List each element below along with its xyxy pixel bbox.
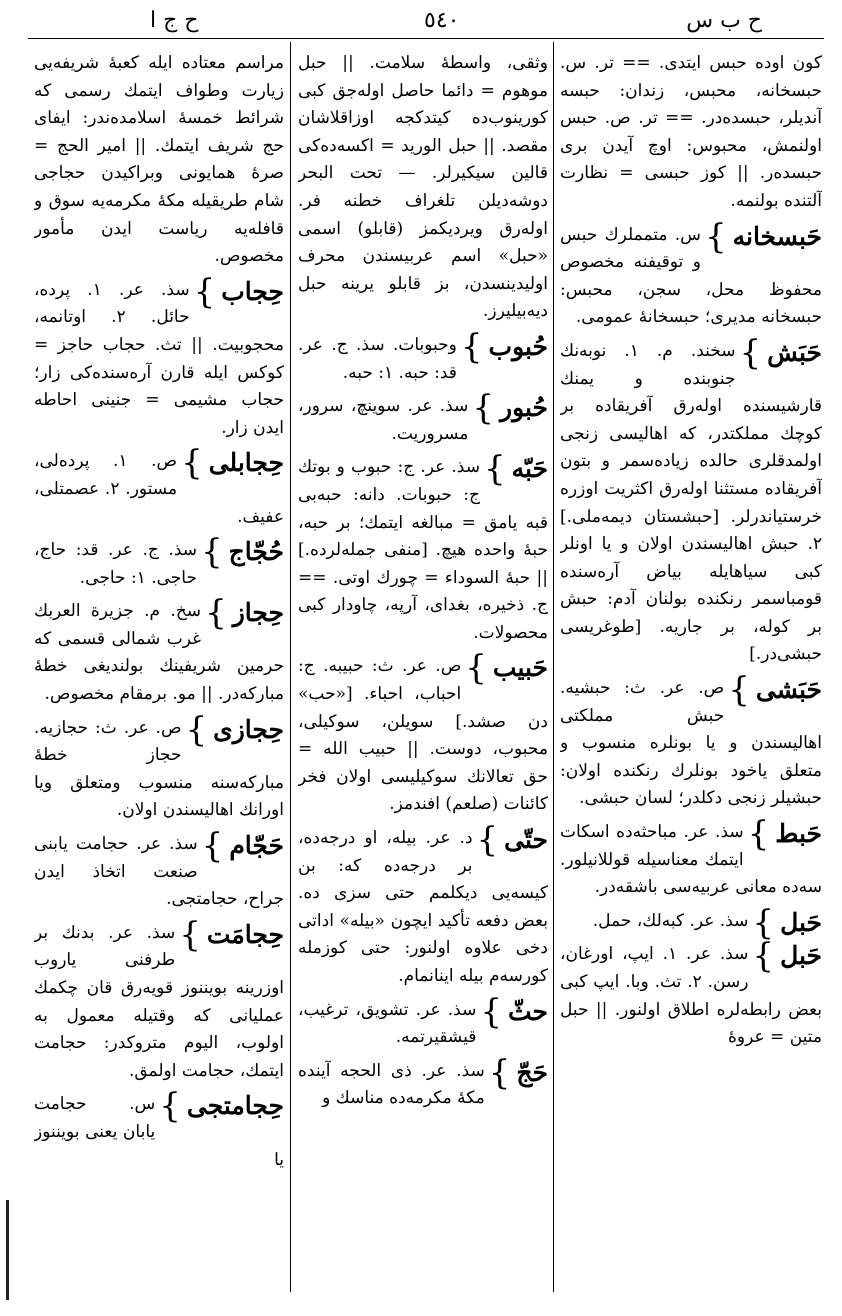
- entry-definition: وحبوبات. سذ. ج. عر. قد: حبه. ١: حبه.: [298, 334, 457, 383]
- entry-headword: حِجابلى: [208, 448, 284, 478]
- entry-definition: سذ. عر. ذى الحجه آينده مكهٔ مكرمه‌ده مناسك و: [298, 1060, 485, 1109]
- entry-definition: سذ. عر. ج: حبوب و بوتك ج: حبوبات. دانه: حبه‌بى قبه يامق = مبالغه ايتمك؛ بر حبه، حبهٔ واحده هيچ. [منفى جمله‌لرده.] || حبهٔ السوداء = چورك اوتى. == ج. ذخيره، بغداى، آرپه، چاودار كبى محصولات.: [298, 457, 548, 643]
- dictionary-entry: [298, 648, 548, 819]
- entry-definition: س. متمملرك حبس و توقيفنه مخصوص محفوظ محل، سجن، محبس: حبسخانه مديرى؛ حبسخانهٔ عمومى.: [560, 224, 822, 328]
- entry-headword: حِجاب: [221, 276, 284, 306]
- dictionary-entry: [298, 388, 548, 448]
- page-number: ٥٤٠: [424, 8, 460, 33]
- brace-mark: }: [752, 936, 775, 977]
- entry-headword: حِجامَت: [206, 919, 284, 949]
- dictionary-entry: [298, 991, 548, 1052]
- column-middle: [298, 50, 548, 1290]
- entry-headword: حَبيب: [492, 653, 548, 683]
- brace-mark: }: [159, 1086, 181, 1127]
- entry-headword: حِجامتجى: [186, 1091, 284, 1121]
- entry-definition: ص. ١. پرده‌لى، مستور. ٢. عصمتلى، عفيف.: [34, 451, 284, 527]
- entry-definition: سذ. عر. بدنك بر طرفنى ياروب اوزرينه بويننوز قويه‌رق قان چكمك عمليانى كه وقتيله معمول به اولوب، اليوم متروكدر: حجامت ايتمك، حجامت اولمق.: [34, 922, 284, 1081]
- entry-headword: حثّ: [507, 996, 548, 1026]
- brace-mark: }: [476, 820, 499, 861]
- entry-definition: سذ. عر. مباحثه‌ده اسكات ايتمك معناسيله قوللانيلور. سه‌ده معانى عربيه‌سى باشقه‌در.: [560, 822, 822, 898]
- dictionary-entry: [34, 826, 284, 914]
- entry-headword: حَبل: [780, 907, 822, 937]
- dictionary-entry: [34, 914, 284, 1086]
- brace-mark: }: [704, 216, 727, 257]
- dictionary-entry: [298, 326, 548, 387]
- entry-definition: سذ. عر. سوينچ، سرور، مسروريت.: [298, 396, 469, 444]
- brace-mark: }: [739, 332, 762, 373]
- entry-headword: حُبور: [500, 393, 548, 423]
- header-left-guide-word: ح ج ا: [150, 8, 199, 33]
- brace-mark: }: [747, 814, 770, 855]
- brace-mark: }: [460, 326, 483, 367]
- entry-definition: سذ. عر. حجامت يابنى صنعت اتخاذ ايدن جراح، حجامتجى.: [34, 834, 284, 910]
- entry-definition: كون اوده حبس ايتدى. == تر. س. حبسخانه، محبس، زندان: حبسه آنديلر، حبسده‌در. == تر. ص. حبس اولنمش، محبوس: اوچ آيدن برى حبسده‌ر. || كوز حبسى = نظارت آلتنده بولنمه.: [560, 53, 822, 211]
- dictionary-entry: [34, 443, 284, 531]
- dictionary-entry: [298, 820, 548, 991]
- page-edge-mark: [6, 1200, 9, 1300]
- column-divider: [290, 42, 291, 1292]
- column-divider: [553, 42, 554, 1292]
- entry-headword: حَبط: [775, 819, 822, 849]
- brace-mark: }: [201, 532, 223, 573]
- entry-headword: حَبسخانه: [732, 221, 822, 251]
- brace-mark: }: [205, 593, 227, 634]
- entry-definition: سذ. ج. عر. قد: حاج، حاجى. ١: حاجى.: [34, 540, 197, 588]
- entry-definition: ص. عر. ث: حبشيه. حبش مملكتى اهاليسندن و يا بونلره منسوب و متعلق ياخود بونلرك رنكنده اولان: حبشيلر زنجى دكلدر؛ لسان حبشى.: [560, 678, 822, 809]
- entry-definition: سخ. م. جزيرة العربك غرب شمالى قسمى كه حرمين شريفينك بولنديغى خطهٔ مباركه‌در. || مو. برمقام مخصوص.: [34, 601, 284, 705]
- dictionary-entry: [34, 50, 284, 271]
- brace-mark: }: [185, 709, 208, 750]
- brace-mark: }: [728, 670, 750, 711]
- entry-definition: ص. عر. ث: حبيبه. ج: احباب، احباء. [«حب» دن صشد.] سويلن، سوكيلى، محبوب، دوست. || حبيب الله = حق تعالانك سوكيليسى اولان فخر كائنات (صلعم) افندمز.: [298, 656, 548, 815]
- entry-definition: وثقى، واسطهٔ سلامت. || حبل موهوم = دائما حاصل اولەجق كبى كورينوب‌ده كيتدكجه اوزاقلاشان مقصد. || حبل الوريد = اكسه‌ده‌كى قالين سيكيرلر. — تحت البحر دوشەديلن تلغراف خطنه فر. اوله‌رق ويرديكمز (قابلو) اسمى «حبل» اسم عربيسندن محرف اوليدينسدن، بز قابلو يرينه حبل ديه‌بيليرز.: [298, 53, 548, 322]
- header-right-guide-word: ح ب س: [686, 8, 762, 33]
- brace-mark: }: [480, 991, 502, 1032]
- entry-definition: ص. عر. ث: حجازيه. حجاز خطهٔ مباركه‌سنه منسوب ومتعلق ويا اورانك اهاليسندن اولان.: [34, 717, 284, 821]
- entry-headword: حتّى: [504, 825, 548, 855]
- entry-definition: سذ. عر. ١. ايپ، اورغان، رسن. ٢. تث. وبا. ايپ كبى بعض رابطه‌لره اطلاق اولنور. || حبل متين = عروهٔ: [560, 944, 822, 1048]
- header-rule: [28, 38, 824, 39]
- entry-headword: حِجازى: [213, 714, 284, 744]
- column-right: [560, 50, 822, 1290]
- brace-mark: }: [193, 271, 216, 312]
- dictionary-entry: [560, 50, 822, 216]
- brace-mark: }: [179, 914, 201, 955]
- entry-headword: حَجّ: [516, 1057, 548, 1087]
- entry-definition: س. حجامت يابان يعنى بويننوز يا: [34, 1094, 284, 1170]
- dictionary-entry: [560, 936, 822, 1051]
- brace-mark: }: [488, 1052, 511, 1093]
- brace-mark: }: [201, 826, 224, 867]
- dictionary-entry: [34, 271, 284, 443]
- dictionary-entry: [298, 50, 548, 326]
- brace-mark: }: [472, 388, 494, 429]
- dictionary-entry: [298, 449, 548, 647]
- brace-mark: }: [752, 902, 775, 943]
- brace-mark: }: [181, 443, 203, 484]
- page-header: [30, 8, 822, 38]
- entry-definition: سذ. عر. ١. پرده، حائل. ٢. اوتانمه، محجوبيت. || تث. حجاب حاجز = كوكس ايله قارن آره‌سنده‌كى زار؛ حجاب مشيمى = جنينى احاطه ايدن زار.: [34, 279, 284, 438]
- entry-headword: حَبَشى: [755, 675, 822, 705]
- entry-headword: حُجّاج: [228, 537, 284, 567]
- brace-mark: }: [483, 449, 506, 490]
- dictionary-entry: [34, 532, 284, 592]
- dictionary-entry: [560, 902, 822, 943]
- column-left: [34, 50, 284, 1290]
- dictionary-entry: [560, 332, 822, 669]
- dictionary-entry: [34, 709, 284, 825]
- dictionary-entry: [560, 670, 822, 813]
- dictionary-entry: [560, 814, 822, 902]
- entry-definition: سذ. عر. كبه‌لك، حمل.: [592, 910, 749, 931]
- brace-mark: }: [465, 648, 487, 689]
- entry-definition: سذ. عر. تشويق، ترغيب، قيشقيرتمه.: [298, 999, 477, 1048]
- dictionary-entry: [34, 1086, 284, 1174]
- entry-headword: حَبّه: [511, 454, 548, 484]
- entry-definition: مراسم معتاده ايله كعبهٔ شريفه‌يى زيارت وطواف ايتمك رسمى كه شرائط خمسهٔ اسلامده‌ندر: ايفاى حج شريف ايتمك. || امير الحج = صرهٔ همايونى وبراكيدن حجاجى شام طريقيله مكهٔ مكرمه‌يه سوق و قافله‌يه رياست ايدن مأمور مخصوص.: [34, 53, 284, 267]
- entry-definition: د. عر. بيله، او درجه‌ده، بر درجه‌ده كه: بن كيسه‌يى ديكلمم حتى سزى ده. بعض دفعه تأكيد ايچون «بيله» اداتى دخى علاوه اولنور: حتى كوزمله كورسه‌م بيله اينانمام.: [298, 828, 548, 986]
- dictionary-entry: [560, 216, 822, 332]
- entry-definition: سخند. م. ١. نوبه‌نك جنوبنده و يمنك قارشيسنده اولەرق آفريقاده بر كوچك مملكتدر، كه اهاليسى زنجى اولمدقلرى حالده زياده‌سمر و بتون آفريقاده مستثنا اولەرق اكثريت اوزره خرستياندرلر. [حبشستان ديمه‌ملى.] ٢. حبش اهاليسندن اولان و يا اونلر كبى سياهايله بياض آره‌سنده قومباسمر رنكنده بولنان آدم: حبش بر كوله، بر جاريه. [طوغريسى حبشى‌در.]: [560, 340, 822, 665]
- dictionary-entry: [34, 593, 284, 708]
- entry-headword: حِجاز: [232, 598, 284, 628]
- entry-headword: حَبل: [780, 941, 822, 971]
- dictionary-entry: [298, 1052, 548, 1113]
- entry-headword: حُبوب: [488, 331, 548, 361]
- entry-headword: حَجّام: [229, 831, 284, 861]
- entry-headword: حَبَش: [767, 337, 822, 367]
